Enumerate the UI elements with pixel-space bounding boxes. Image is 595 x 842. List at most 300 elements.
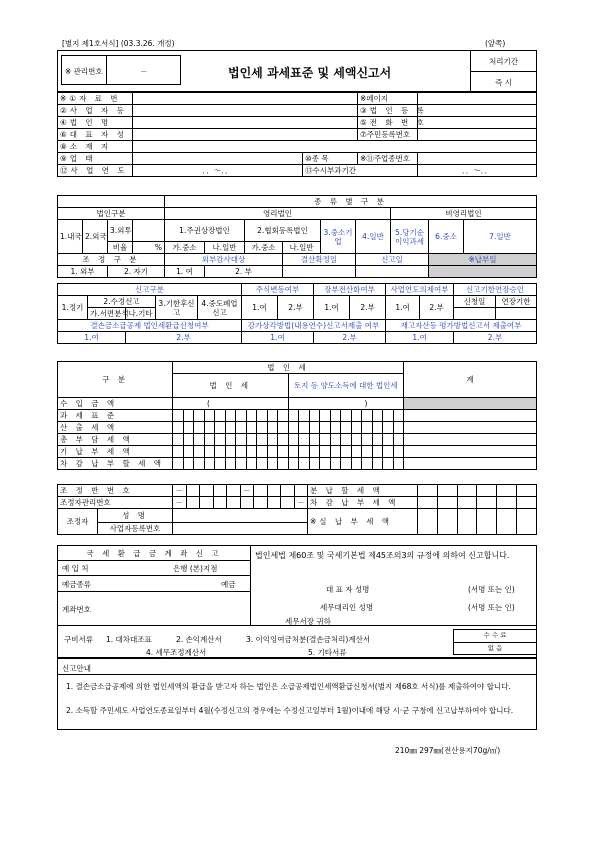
amount-cell[interactable] bbox=[173, 422, 184, 434]
amount-cell[interactable] bbox=[278, 446, 289, 458]
amount-cell[interactable] bbox=[362, 458, 373, 470]
attachments bbox=[57, 625, 537, 658]
adj-mgr-digit[interactable] bbox=[254, 497, 268, 509]
form-title: 법인세 과세표준 및 세액신고서 bbox=[228, 66, 392, 80]
np-sme-option[interactable]: 6.중소 bbox=[429, 220, 464, 254]
amount-cell[interactable] bbox=[194, 434, 205, 446]
prev-yes[interactable]: 1.여 bbox=[386, 296, 420, 320]
amount-cell[interactable] bbox=[418, 485, 438, 497]
amount-cell[interactable] bbox=[183, 458, 194, 470]
tax-row bbox=[58, 422, 537, 434]
info-value[interactable] bbox=[418, 129, 537, 141]
attach-2: 2. 손익계산서 bbox=[176, 635, 222, 644]
info-block bbox=[57, 92, 537, 177]
listed-label: 1.주권상장법인 bbox=[165, 220, 245, 242]
audit-no[interactable]: 2. 부 bbox=[205, 266, 283, 278]
adj-self[interactable]: 2. 자기 bbox=[108, 266, 165, 278]
amount-cell[interactable] bbox=[418, 497, 438, 509]
amount-cell[interactable] bbox=[330, 446, 341, 458]
kind-closure[interactable]: 4.중도폐업신고 bbox=[198, 296, 242, 320]
adj-no-label: 조 정 반 번 호 bbox=[58, 485, 173, 497]
amount-cell[interactable] bbox=[309, 458, 320, 470]
installment-label: 분 납 할 세 액 bbox=[308, 485, 418, 497]
paper-size: 210㎜ 297㎜(전산용지70g/㎡) bbox=[395, 746, 501, 755]
guide-item-2: 2. 소득할 주민세도 사업연도종료일부터 4월(수정신고의 경우에는 수정신고일부터 1월)이내에 해당 시·군 구청에 신고납부하여야 합니다. bbox=[66, 706, 514, 715]
guide bbox=[57, 658, 537, 730]
inv-no[interactable]: 2.부 bbox=[454, 332, 537, 344]
ratio-pct[interactable]: % bbox=[133, 242, 165, 254]
pay-date-value bbox=[429, 266, 537, 278]
period-label: 처리기간 bbox=[489, 57, 518, 66]
stock-yes[interactable]: 1.여 bbox=[242, 296, 278, 320]
period-divider bbox=[470, 71, 537, 72]
info-value[interactable] bbox=[418, 93, 537, 105]
amount-cell[interactable] bbox=[236, 434, 247, 446]
amount-cell[interactable] bbox=[437, 509, 457, 535]
book-yes[interactable]: 1.여 bbox=[314, 296, 350, 320]
report-date-label: 신고일 bbox=[356, 254, 429, 266]
amount-cell[interactable] bbox=[215, 446, 226, 458]
amount-cell[interactable] bbox=[225, 458, 236, 470]
depr-label: 감가상각방법(내용연수)신고서제출 여부 bbox=[242, 320, 386, 332]
amount-cell[interactable] bbox=[309, 410, 320, 422]
adj-no-digit[interactable] bbox=[294, 485, 308, 497]
amount-cell[interactable] bbox=[183, 446, 194, 458]
amount-cell[interactable] bbox=[372, 458, 383, 470]
info-value[interactable] bbox=[133, 93, 358, 105]
tax-table bbox=[57, 361, 537, 470]
registered-label: 2.협회등록법인 bbox=[245, 220, 321, 242]
amount-cell[interactable] bbox=[320, 434, 331, 446]
amount-cell[interactable] bbox=[204, 410, 215, 422]
declaration-text: 법인세법 제60조 및 국세기본법 제45조의3의 규정에 의하여 신고합니다. bbox=[255, 551, 510, 560]
amount-cell[interactable] bbox=[299, 446, 310, 458]
amount-cell[interactable] bbox=[477, 497, 497, 509]
amount-cell[interactable] bbox=[299, 422, 310, 434]
amount-cell[interactable] bbox=[278, 410, 289, 422]
amount-cell[interactable] bbox=[320, 410, 331, 422]
pay-diff-label: 차 감 납 부 세 액 bbox=[308, 497, 418, 509]
info-label: ②사 업 자 등 bbox=[58, 105, 133, 117]
info-row bbox=[58, 153, 537, 165]
amount-cell[interactable] bbox=[267, 410, 278, 422]
ratio-label: 비율 bbox=[108, 242, 133, 254]
amount-cell[interactable] bbox=[517, 497, 537, 509]
amount-cell[interactable] bbox=[393, 422, 404, 434]
foreign-inv-option[interactable]: 3.외투 bbox=[108, 220, 133, 242]
amount-cell[interactable] bbox=[194, 422, 205, 434]
agent-sign[interactable]: (서명 또는 인) bbox=[468, 603, 515, 612]
domestic-option[interactable]: 1.내국 bbox=[58, 220, 83, 254]
stock-no[interactable]: 2.부 bbox=[278, 296, 314, 320]
amount-cell[interactable] bbox=[215, 434, 226, 446]
adjuster-biz-value[interactable] bbox=[173, 523, 308, 535]
info-label: ⑤전 화 번 호 bbox=[358, 117, 418, 129]
kind-regular[interactable]: 1.정기 bbox=[58, 296, 88, 320]
adj-mgr-digit[interactable] bbox=[186, 497, 200, 509]
np-general-option[interactable]: 7.일반 bbox=[464, 220, 537, 254]
amount-cell[interactable] bbox=[341, 446, 352, 458]
general-option[interactable]: 4.일반 bbox=[356, 220, 391, 254]
tax-row bbox=[58, 398, 537, 410]
info-value[interactable] bbox=[418, 153, 537, 165]
adjuster-name-value[interactable] bbox=[173, 509, 308, 523]
attach-label: 구비서류 bbox=[64, 635, 93, 644]
info-row bbox=[58, 117, 537, 129]
account-label: 계좌번호 bbox=[62, 605, 91, 614]
tax-row bbox=[58, 410, 537, 422]
amount-cell[interactable] bbox=[362, 446, 373, 458]
adj-external[interactable]: 1. 외부 bbox=[58, 266, 108, 278]
tax-col-item: 구 분 bbox=[58, 362, 173, 398]
info-value[interactable] bbox=[133, 141, 537, 153]
amount-cell[interactable] bbox=[257, 446, 268, 458]
info-value[interactable] bbox=[133, 129, 358, 141]
attach-5: 5. 기타서류 bbox=[308, 648, 347, 657]
amended-written[interactable]: 가.서면분석 bbox=[88, 308, 126, 320]
amount-cell[interactable] bbox=[393, 446, 404, 458]
adj-no-digit[interactable] bbox=[267, 485, 281, 497]
amount-cell[interactable] bbox=[393, 434, 404, 446]
amount-cell[interactable] bbox=[267, 422, 278, 434]
sme-option[interactable]: 3.중소기업 bbox=[321, 220, 356, 254]
amount-cell[interactable] bbox=[320, 422, 331, 434]
stock-change-label: 주식변동여부 bbox=[242, 284, 314, 296]
adj-no-digit[interactable]: － bbox=[240, 485, 254, 497]
amount-cell[interactable] bbox=[330, 458, 341, 470]
adj-mgr-digit[interactable] bbox=[267, 497, 281, 509]
amount-cell[interactable] bbox=[497, 485, 517, 497]
amount-cell[interactable] bbox=[372, 446, 383, 458]
net-income-option[interactable]: 5.당기순이익과세 bbox=[391, 220, 429, 254]
amount-cell[interactable] bbox=[362, 434, 373, 446]
amount-cell[interactable] bbox=[204, 434, 215, 446]
amount-cell[interactable] bbox=[372, 434, 383, 446]
title-block bbox=[57, 50, 537, 92]
amount-cell[interactable] bbox=[194, 446, 205, 458]
settle-value[interactable] bbox=[283, 266, 356, 278]
amount-cell[interactable] bbox=[288, 434, 299, 446]
loss-no[interactable]: 2.부 bbox=[126, 332, 242, 344]
total-cell[interactable] bbox=[404, 458, 537, 470]
tax-row bbox=[58, 458, 537, 470]
adj-mgr-digit[interactable]: － bbox=[294, 497, 308, 509]
amount-cell[interactable] bbox=[204, 422, 215, 434]
refund-box bbox=[58, 546, 251, 626]
total-cell[interactable] bbox=[404, 422, 537, 434]
info-value[interactable] bbox=[133, 105, 358, 117]
adjuster-biz-label: 사업자등록번호 bbox=[98, 523, 173, 535]
amount-cell[interactable] bbox=[497, 497, 517, 509]
amount-cell[interactable] bbox=[309, 422, 320, 434]
info-value[interactable] bbox=[418, 105, 537, 117]
adj-no-digit[interactable]: － bbox=[173, 485, 187, 497]
revenue-land[interactable] bbox=[288, 398, 404, 410]
amount-cell[interactable] bbox=[236, 410, 247, 422]
refund-declaration bbox=[57, 545, 537, 625]
amount-cell[interactable] bbox=[341, 410, 352, 422]
amount-cell[interactable] bbox=[457, 497, 477, 509]
amount-cell[interactable] bbox=[278, 458, 289, 470]
tax-row-label: 산 출 세 액 bbox=[58, 422, 173, 434]
info-label: ⑦주민등록번호 bbox=[358, 129, 418, 141]
tax-row-label: 차 감 납 부 할 세 액 bbox=[58, 458, 173, 470]
rep-label: 대 표 자 성명 bbox=[326, 585, 370, 594]
amount-cell[interactable] bbox=[351, 458, 362, 470]
refund-title: 국 세 환 급 금 계 좌 신 고 bbox=[58, 548, 250, 561]
amended-other[interactable]: 나.기타 bbox=[126, 308, 156, 320]
loss-yes[interactable]: 1.여 bbox=[58, 332, 126, 344]
amount-cell[interactable] bbox=[477, 485, 497, 497]
amount-cell[interactable] bbox=[341, 458, 352, 470]
page-side: (앞쪽) bbox=[485, 39, 506, 48]
amount-cell[interactable] bbox=[225, 422, 236, 434]
amount-cell[interactable] bbox=[497, 509, 517, 535]
tax-col-corp: 법 인 세 bbox=[173, 374, 289, 398]
amount-cell[interactable] bbox=[215, 422, 226, 434]
amount-cell[interactable] bbox=[477, 509, 497, 535]
report-date-value[interactable] bbox=[356, 266, 429, 278]
total-cell[interactable] bbox=[404, 446, 537, 458]
amount-cell[interactable] bbox=[517, 485, 537, 497]
amount-cell[interactable] bbox=[246, 434, 257, 446]
amount-cell[interactable] bbox=[246, 446, 257, 458]
type-section bbox=[57, 195, 537, 278]
total-cell[interactable] bbox=[404, 434, 537, 446]
adj-no-digit[interactable] bbox=[186, 485, 200, 497]
amount-cell[interactable] bbox=[383, 446, 394, 458]
info-label: ※페이지 bbox=[358, 93, 418, 105]
amount-cell[interactable] bbox=[362, 422, 373, 434]
amount-cell[interactable] bbox=[183, 434, 194, 446]
amount-cell[interactable] bbox=[320, 458, 331, 470]
amount-cell[interactable] bbox=[288, 446, 299, 458]
amount-cell[interactable] bbox=[257, 458, 268, 470]
revenue-corp[interactable] bbox=[173, 398, 289, 410]
amount-cell[interactable] bbox=[383, 434, 394, 446]
amount-cell[interactable] bbox=[351, 434, 362, 446]
adj-mgr-digit[interactable] bbox=[281, 497, 295, 509]
amount-cell[interactable] bbox=[257, 422, 268, 434]
amount-cell[interactable] bbox=[278, 422, 289, 434]
info-value[interactable] bbox=[133, 153, 303, 165]
amount-cell[interactable] bbox=[257, 434, 268, 446]
amount-cell[interactable] bbox=[246, 410, 257, 422]
amount-cell[interactable] bbox=[246, 422, 257, 434]
adj-no-digit[interactable] bbox=[213, 485, 227, 497]
amount-cell[interactable] bbox=[517, 509, 537, 535]
attach-4: 4. 세무조정계산서 bbox=[146, 648, 207, 657]
amount-cell[interactable] bbox=[215, 410, 226, 422]
info-label: ⑨업 태 bbox=[58, 153, 133, 165]
info-row bbox=[58, 105, 537, 117]
amount-cell[interactable] bbox=[225, 446, 236, 458]
amount-cell[interactable] bbox=[267, 434, 278, 446]
attach-1: 1. 대차대조표 bbox=[106, 635, 152, 644]
registered-sme[interactable]: 가.중소 bbox=[245, 242, 283, 254]
agent-block bbox=[57, 484, 537, 535]
attach-3: 3. 이익잉여금처분(결손금처리)계산서 bbox=[246, 635, 371, 644]
audit-yes[interactable]: 1. 여 bbox=[165, 266, 205, 278]
guide-divider bbox=[58, 674, 536, 675]
amount-cell[interactable] bbox=[309, 446, 320, 458]
apply-date-value[interactable] bbox=[454, 308, 496, 320]
amount-cell[interactable] bbox=[278, 434, 289, 446]
amount-cell[interactable] bbox=[173, 446, 184, 458]
amount-cell[interactable] bbox=[362, 410, 373, 422]
amount-cell[interactable] bbox=[309, 434, 320, 446]
amount-cell[interactable] bbox=[173, 458, 184, 470]
amount-cell[interactable] bbox=[236, 422, 247, 434]
corp-label: 법인구분 bbox=[58, 208, 165, 220]
registered-general[interactable]: 나.일반 bbox=[283, 242, 321, 254]
amount-cell[interactable] bbox=[299, 434, 310, 446]
amount-cell[interactable] bbox=[236, 458, 247, 470]
type-header: 종 류 별 구 분 bbox=[165, 196, 537, 208]
info-value[interactable] bbox=[418, 117, 537, 129]
amount-cell[interactable] bbox=[341, 434, 352, 446]
amount-cell[interactable] bbox=[341, 422, 352, 434]
inv-yes[interactable]: 1.여 bbox=[386, 332, 454, 344]
adj-mgr-digit[interactable] bbox=[200, 497, 214, 509]
amount-cell[interactable] bbox=[288, 410, 299, 422]
amount-cell[interactable] bbox=[457, 509, 477, 535]
amount-cell[interactable] bbox=[330, 434, 341, 446]
amount-cell[interactable] bbox=[225, 410, 236, 422]
agent-label: 세무대리인 성명 bbox=[320, 603, 374, 612]
amount-cell[interactable] bbox=[288, 458, 299, 470]
adjuster-name-label: 성 명 bbox=[98, 509, 173, 523]
ext-date-value[interactable] bbox=[496, 308, 537, 320]
pay-date-label: ※납부일 bbox=[429, 254, 537, 266]
amount-cell[interactable] bbox=[257, 410, 268, 422]
paren-open: ( bbox=[207, 398, 210, 408]
tax-col-group: 법 인 세 bbox=[173, 362, 404, 374]
info-value[interactable]: ．．～．． bbox=[133, 165, 303, 177]
adj-no-digit[interactable] bbox=[200, 485, 214, 497]
listed-sme[interactable]: 가.중소 bbox=[165, 242, 205, 254]
adj-mgr-digit[interactable] bbox=[240, 497, 254, 509]
prev-year-label: 사업연도의제여부 bbox=[386, 284, 454, 296]
foreign-option[interactable]: 2.외국 bbox=[83, 220, 108, 254]
amount-cell[interactable] bbox=[236, 446, 247, 458]
info-label: ⑩종 목 bbox=[303, 153, 358, 165]
amount-cell[interactable] bbox=[183, 410, 194, 422]
amount-cell[interactable] bbox=[183, 422, 194, 434]
tax-row-label: 수 입 금 액 bbox=[58, 398, 173, 410]
amount-cell[interactable] bbox=[173, 410, 184, 422]
amount-cell[interactable] bbox=[288, 422, 299, 434]
adj-mgr-digit[interactable] bbox=[227, 497, 241, 509]
amount-cell[interactable] bbox=[383, 458, 394, 470]
ext-audit-label: 외부감사대상 bbox=[165, 254, 283, 266]
fee-box bbox=[453, 629, 537, 655]
amount-cell[interactable] bbox=[351, 410, 362, 422]
tax-row bbox=[58, 434, 537, 446]
amount-cell[interactable] bbox=[204, 446, 215, 458]
amount-cell[interactable] bbox=[457, 485, 477, 497]
blank-cell bbox=[58, 196, 165, 208]
tax-col-land: 토지 등 양도소득에 대한 법인세 bbox=[288, 374, 404, 398]
depr-yes[interactable]: 1.여 bbox=[242, 332, 314, 344]
rep-sign[interactable]: (서명 또는 인) bbox=[468, 585, 515, 594]
adj-mgr-digit[interactable]: － bbox=[173, 497, 187, 509]
bank-unit: 은행 (본)지점 bbox=[173, 564, 218, 573]
kind-late[interactable]: 3.기한후신고 bbox=[156, 296, 198, 320]
info-label: ⑧소 재 지 bbox=[58, 141, 133, 153]
loss-refund-label: 결손금소급공제 법인세환급신청여부 bbox=[58, 320, 242, 332]
info-label: ⑥대 표 자 성 bbox=[58, 129, 133, 141]
amount-cell[interactable] bbox=[437, 485, 457, 497]
amount-cell[interactable] bbox=[246, 458, 257, 470]
revenue-total bbox=[404, 398, 537, 410]
info-row bbox=[58, 93, 537, 105]
amount-cell[interactable] bbox=[372, 422, 383, 434]
mgmt-box bbox=[61, 55, 181, 85]
adj-no-digit[interactable] bbox=[281, 485, 295, 497]
amount-cell[interactable] bbox=[215, 458, 226, 470]
mgmt-value[interactable]: － bbox=[140, 67, 148, 76]
amount-cell[interactable] bbox=[299, 458, 310, 470]
amount-cell[interactable] bbox=[204, 458, 215, 470]
info-value[interactable] bbox=[133, 117, 358, 129]
adj-label: 조 정 구 분 bbox=[58, 254, 165, 266]
amount-cell[interactable] bbox=[351, 422, 362, 434]
form-number: [별지 제1호서식] (03.3.26. 개정) bbox=[62, 39, 175, 48]
amount-cell[interactable] bbox=[225, 434, 236, 446]
info-value[interactable]: ．．～．． bbox=[418, 165, 537, 177]
amount-cell[interactable] bbox=[383, 422, 394, 434]
amount-cell[interactable] bbox=[393, 410, 404, 422]
ext-approval-label: 신고기한연장승인 bbox=[454, 284, 537, 296]
ext-date-label: 연장기한 bbox=[496, 296, 537, 308]
amount-cell[interactable] bbox=[351, 446, 362, 458]
amount-cell[interactable] bbox=[194, 458, 205, 470]
fee-value: 없 음 bbox=[487, 644, 503, 652]
adj-no-digit[interactable] bbox=[227, 485, 241, 497]
office-label: 세무서장 귀하 bbox=[285, 617, 331, 626]
kind-amended[interactable]: 2.수정신고 bbox=[88, 296, 156, 308]
prev-no[interactable]: 2.부 bbox=[420, 296, 454, 320]
amount-cell[interactable] bbox=[437, 497, 457, 509]
amount-cell[interactable] bbox=[320, 446, 331, 458]
amount-cell[interactable] bbox=[393, 458, 404, 470]
tax-col-total: 계 bbox=[404, 362, 537, 398]
adj-no-digit[interactable] bbox=[254, 485, 268, 497]
tax-row-label: 과 세 표 준 bbox=[58, 410, 173, 422]
info-label: ※①자 료 번 bbox=[58, 93, 133, 105]
adj-mgr-digit[interactable] bbox=[213, 497, 227, 509]
amount-cell[interactable] bbox=[267, 458, 278, 470]
listed-general[interactable]: 나.일반 bbox=[205, 242, 245, 254]
amount-cell[interactable] bbox=[267, 446, 278, 458]
amount-cell[interactable] bbox=[372, 410, 383, 422]
total-cell[interactable] bbox=[404, 410, 537, 422]
info-row bbox=[58, 129, 537, 141]
amount-cell[interactable] bbox=[418, 509, 438, 535]
amount-cell[interactable] bbox=[383, 410, 394, 422]
amount-cell[interactable] bbox=[194, 410, 205, 422]
info-label: ③법 인 등 록 bbox=[358, 105, 418, 117]
amount-cell[interactable] bbox=[330, 410, 341, 422]
report-kind-label: 신고구분 bbox=[58, 284, 242, 296]
depr-no[interactable]: 2.부 bbox=[314, 332, 386, 344]
book-no[interactable]: 2.부 bbox=[350, 296, 386, 320]
amount-cell[interactable] bbox=[330, 422, 341, 434]
amount-cell[interactable] bbox=[299, 410, 310, 422]
amount-cell[interactable] bbox=[173, 434, 184, 446]
bank-label: 예 입 처 bbox=[62, 564, 89, 573]
